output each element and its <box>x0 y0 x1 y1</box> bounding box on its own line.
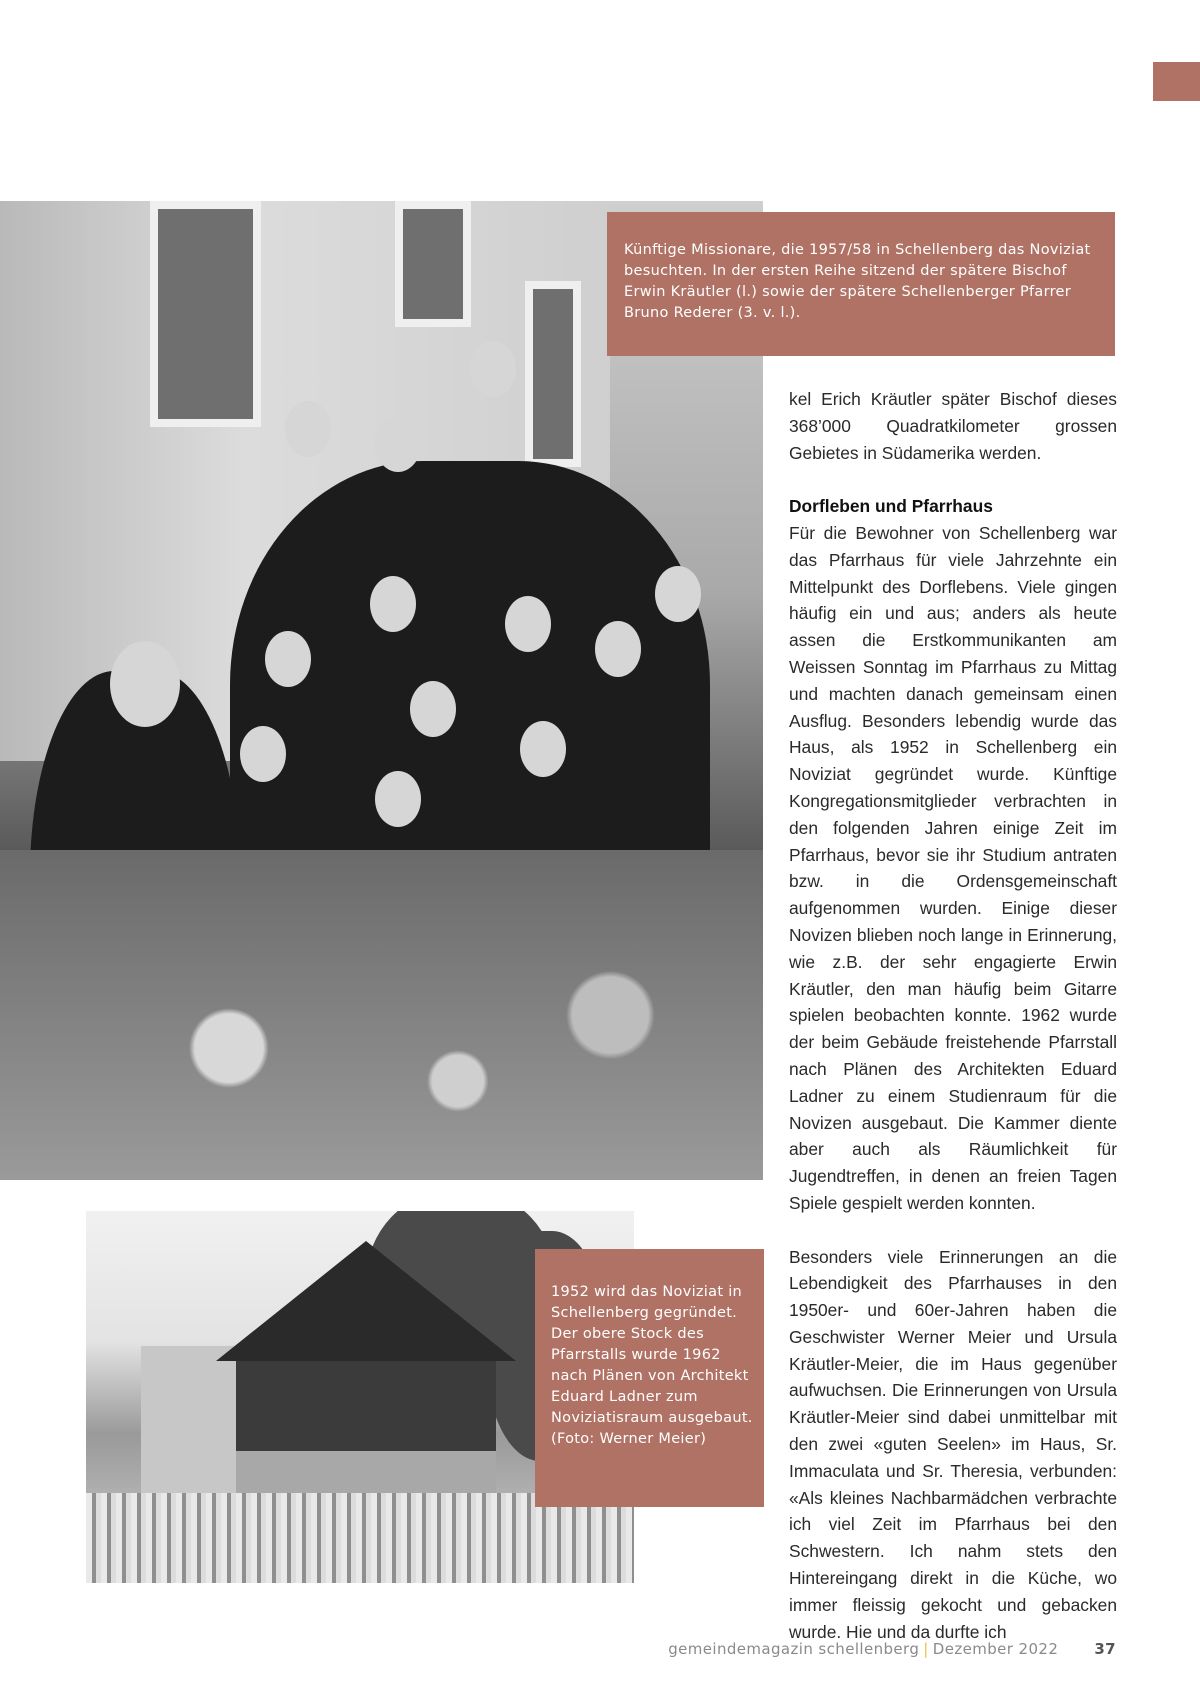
photo-shed <box>141 1346 251 1516</box>
photo-face <box>655 566 701 622</box>
photo-window <box>395 201 471 327</box>
photo-face <box>370 576 416 632</box>
photo-barn-roof <box>216 1241 516 1361</box>
page-footer <box>600 1640 1116 1658</box>
photo-face <box>520 721 566 777</box>
photo-face <box>505 596 551 652</box>
photo-face <box>110 641 180 727</box>
photo-face <box>470 341 516 397</box>
photo-face <box>240 726 286 782</box>
photo-face <box>375 771 421 827</box>
photo-face <box>285 401 331 457</box>
photo-face <box>375 416 421 472</box>
photo-foliage <box>0 850 763 1180</box>
article-column <box>789 386 1117 1645</box>
photo-caption-top <box>607 212 1115 356</box>
article-intro: kel Erich Kräutler später Bischof dieses 368’000 Quadratkilometer grossen Gebietes in Südamerika werden. <box>789 389 1117 463</box>
caption-bottom-credit: (Foto: Werner Meier) <box>551 1431 707 1447</box>
footer-magazine-name: gemeindemagazin schellenberg <box>668 1640 920 1658</box>
photo-window <box>150 201 261 427</box>
footer-separator: | <box>923 1640 929 1658</box>
article-heading: Dorfleben und Pfarrhaus <box>789 496 993 517</box>
photo-face <box>265 631 311 687</box>
photo-barn-upper <box>236 1361 496 1451</box>
photo-face <box>410 681 456 737</box>
caption-top-text: Künftige Missionare, die 1957/58 in Schellenberg das Noviziat besuchten. In der ersten Reihe sitzend der spätere Bischof Erwin Kräutler (l.) sowie der spätere Schellenberger Pfarrer Bruno Rederer (3. v. l.). <box>624 242 1091 321</box>
photo-caption-bottom <box>535 1249 764 1507</box>
section-tab-marker <box>1153 62 1200 101</box>
article-paragraph-2: Besonders viele Erinnerungen an die Lebendigkeit des Pfarrhauses in den 1950er- und 60er-Jahren haben die Geschwister Werner Meier und Ursula Kräutler-Meier, die im Haus gegenüber aufwuchsen. Die Erinnerungen von Ursula Kräutler-Meier sind dabei unmittelbar mit den zwei «guten Seelen» im Haus, Sr. Immaculata und Sr. Theresia, verbunden: «Als kleines Nachbarmädchen verbrachte ich viel Zeit im Pfarrhaus bei den Schwestern. Ich nahm stets den Hintereingang direkt in die Küche, wo immer fleissig gekocht und gebacken wurde. Hie und da durfte ich <box>789 1246 1117 1642</box>
article-paragraph-1: Für die Bewohner von Schellenberg war das Pfarrhaus für viele Jahrzehnte ein Mittelpunkt des Dorflebens. Viele gingen häufig ein und aus; anders als heute assen die Erstkommunikanten am Weissen Sonntag im Pfarrhaus zu Mittag und machten danach gemeinsam einen Ausflug. Besonders lebendig wurde das Haus, als 1952 in Schellenberg ein Noviziat gegründet wurde. Künftige Kongregationsmitglieder verbrachten in den folgenden Jahren einige Zeit im Pfarrhaus, bevor sie ihr Studium antraten bzw. in die Ordensgemeinschaft aufgenommen wurden. Einige dieser Novizen blieben noch lange in Erinnerung, wie z.B. der sehr engagierte Erwin Kräutler, den man häufig beim Gitarre spielen beobachten konnte. 1962 wurde der beim Gebäude freistehende Pfarrstall nach Plänen des Architekten Eduard Ladner zu einem Studienraum für die Novizen ausgebaut. Die Kammer diente aber auch als Räumlichkeit für Jugendtreffen, in denen an freien Tagen Spiele gespielt werden konnten. <box>789 522 1117 1213</box>
photo-window <box>525 281 581 467</box>
photo-face <box>595 621 641 677</box>
caption-bottom-text: 1952 wird das Noviziat in Schellenberg gegründet. Der obere Stock des Pfarrstalls wurde 1962 nach Plänen von Architekt Eduard Ladner zum Noviziatisraum ausgebaut. <box>551 1284 753 1426</box>
footer-issue: Dezember 2022 <box>932 1640 1059 1658</box>
page-number: 37 <box>1094 1640 1116 1658</box>
